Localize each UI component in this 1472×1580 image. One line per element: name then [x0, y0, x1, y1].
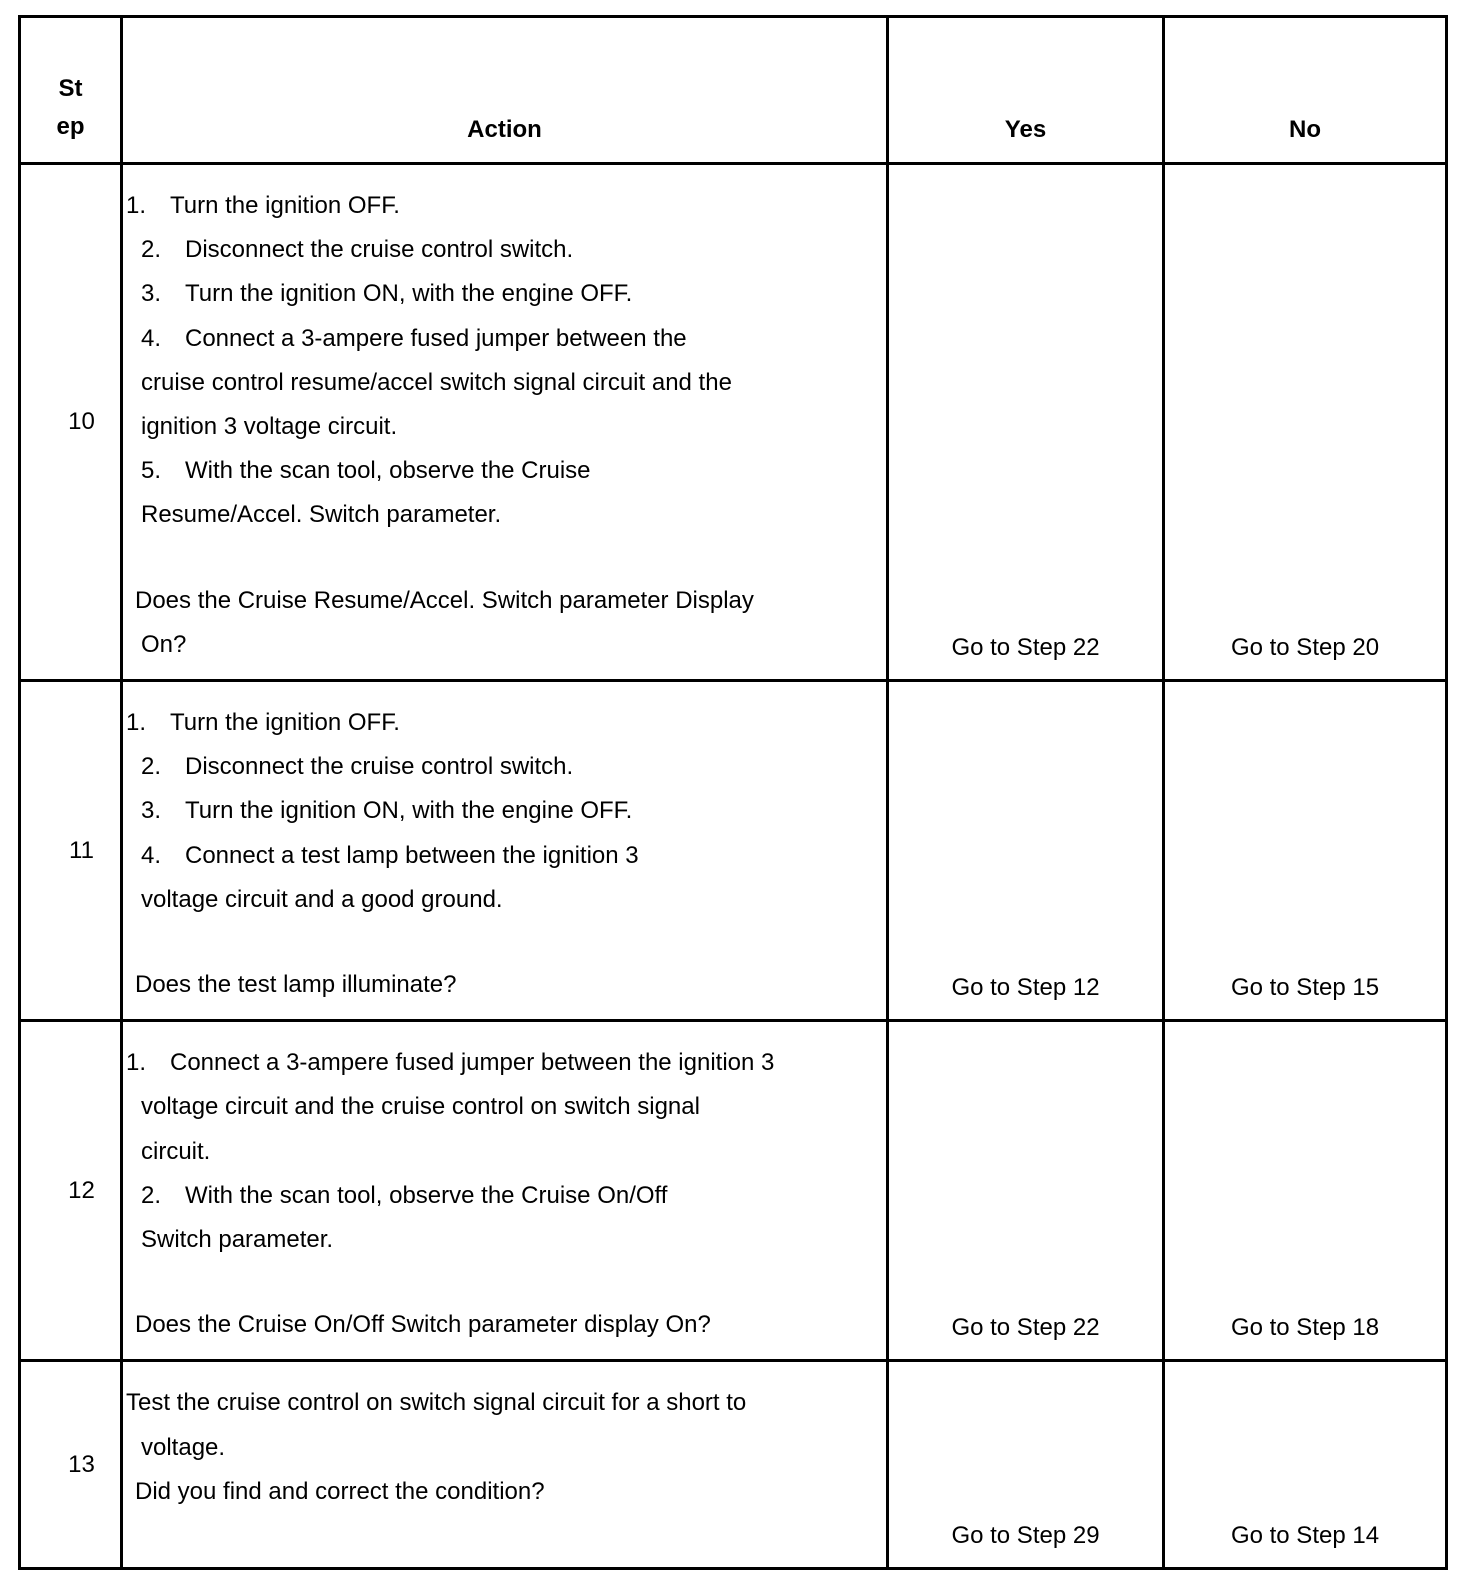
- no-cell: Go to Step 18: [1164, 1021, 1447, 1361]
- action-line: Test the cruise control on switch signal circuit for a short to: [126, 1389, 747, 1417]
- action-line: 2. Disconnect the cruise control switch.: [141, 753, 574, 781]
- action-line: voltage circuit and the cruise control on switch signal: [141, 1093, 700, 1121]
- header-row: [20, 17, 1447, 164]
- action-line: ignition 3 voltage circuit.: [141, 413, 398, 441]
- question-line: Does the test lamp illuminate?: [135, 971, 457, 999]
- question-line: Did you find and correct the condition?: [135, 1477, 545, 1505]
- header-step-part1: St: [58, 75, 83, 102]
- action-line: 2. Disconnect the cruise control switch.: [141, 236, 574, 264]
- table-row-step-12: [20, 1021, 1447, 1361]
- step-number: 10: [20, 164, 122, 681]
- yes-cell: Go to Step 22: [888, 1021, 1164, 1361]
- action-cell: [122, 681, 888, 1021]
- action-line: Switch parameter.: [141, 1226, 334, 1254]
- step-number: 13: [20, 1361, 122, 1569]
- action-line: 3. Turn the ignition ON, with the engine OFF.: [141, 797, 633, 825]
- action-line: 5. With the scan tool, observe the Cruise: [141, 457, 591, 485]
- yes-cell: Go to Step 22: [888, 164, 1164, 681]
- yes-cell: Go to Step 12: [888, 681, 1164, 1021]
- action-line: Resume/Accel. Switch parameter.: [141, 501, 502, 529]
- header-yes: Yes: [888, 17, 1164, 164]
- header-step: [20, 17, 122, 164]
- table-row-step-11: [20, 681, 1447, 1021]
- table-row-step-10: [20, 164, 1447, 681]
- question-line: Does the Cruise On/Off Switch parameter display On?: [135, 1311, 711, 1339]
- action-line: cruise control resume/accel switch signal circuit and the: [141, 368, 732, 396]
- no-cell: Go to Step 15: [1164, 681, 1447, 1021]
- action-cell: [122, 1361, 888, 1569]
- action-cell: [122, 164, 888, 681]
- no-cell: Go to Step 14: [1164, 1361, 1447, 1569]
- question-line: On?: [141, 630, 187, 658]
- action-line: 4. Connect a 3-ampere fused jumper between the: [141, 324, 687, 352]
- action-line: 1. Connect a 3-ampere fused jumper between the ignition 3: [126, 1049, 775, 1077]
- action-cell: [122, 1021, 888, 1361]
- step-number: 12: [20, 1021, 122, 1361]
- action-line: 3. Turn the ignition ON, with the engine OFF.: [141, 280, 633, 308]
- header-action: Action: [122, 17, 888, 164]
- yes-cell: Go to Step 29: [888, 1361, 1164, 1569]
- no-cell: Go to Step 20: [1164, 164, 1447, 681]
- action-line: 1. Turn the ignition OFF.: [126, 192, 400, 219]
- action-line: 2. With the scan tool, observe the Cruise On/Off: [141, 1181, 668, 1209]
- step-number: 11: [20, 681, 122, 1021]
- header-step-part2: ep: [56, 113, 85, 140]
- action-line: circuit.: [141, 1137, 211, 1165]
- question-line: Does the Cruise Resume/Accel. Switch parameter Display: [135, 586, 754, 614]
- diagnostic-table: [18, 15, 1448, 1570]
- action-line: 4. Connect a test lamp between the ignition 3: [141, 841, 639, 869]
- header-no: No: [1164, 17, 1447, 164]
- action-line: voltage circuit and a good ground.: [141, 885, 503, 913]
- table-row-step-13: [20, 1361, 1447, 1569]
- action-line: voltage.: [141, 1433, 226, 1461]
- action-line: 1. Turn the ignition OFF.: [126, 709, 400, 737]
